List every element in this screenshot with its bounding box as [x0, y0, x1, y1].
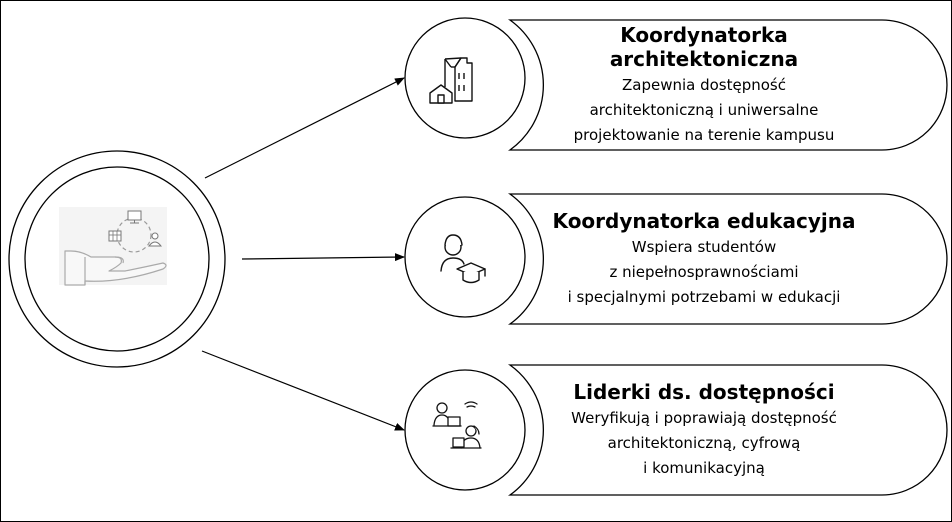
card-description: Weryfikują i poprawiają dostępność architektoniczną, cyfrową i komunikacyjną [571, 408, 837, 477]
card-accessibility-leaders [526, 365, 882, 495]
card-title: Koordynatorka architektoniczna [609, 22, 799, 71]
hand-holding-accessibility-icon [59, 207, 167, 285]
card-description: Wspiera studentów z niepełnosprawnościami i specjalnymi potrzebami w edukacji [567, 237, 841, 306]
arrow-to-educational [242, 257, 404, 259]
card-title: Liderki ds. dostępności [573, 379, 835, 404]
card-architectural [526, 20, 882, 150]
card-title: Koordynatorka edukacyjna [552, 208, 856, 233]
icon-circle-accessibility-leaders [405, 370, 525, 490]
arrow-to-accessibility-leaders [202, 351, 404, 430]
card-educational [526, 194, 882, 324]
icon-circle-educational [405, 197, 525, 317]
card-description: Zapewnia dostępność architektoniczną i uniwersalne projektowanie na terenie kampusu [573, 75, 835, 144]
arrow-to-architectural [205, 78, 404, 178]
